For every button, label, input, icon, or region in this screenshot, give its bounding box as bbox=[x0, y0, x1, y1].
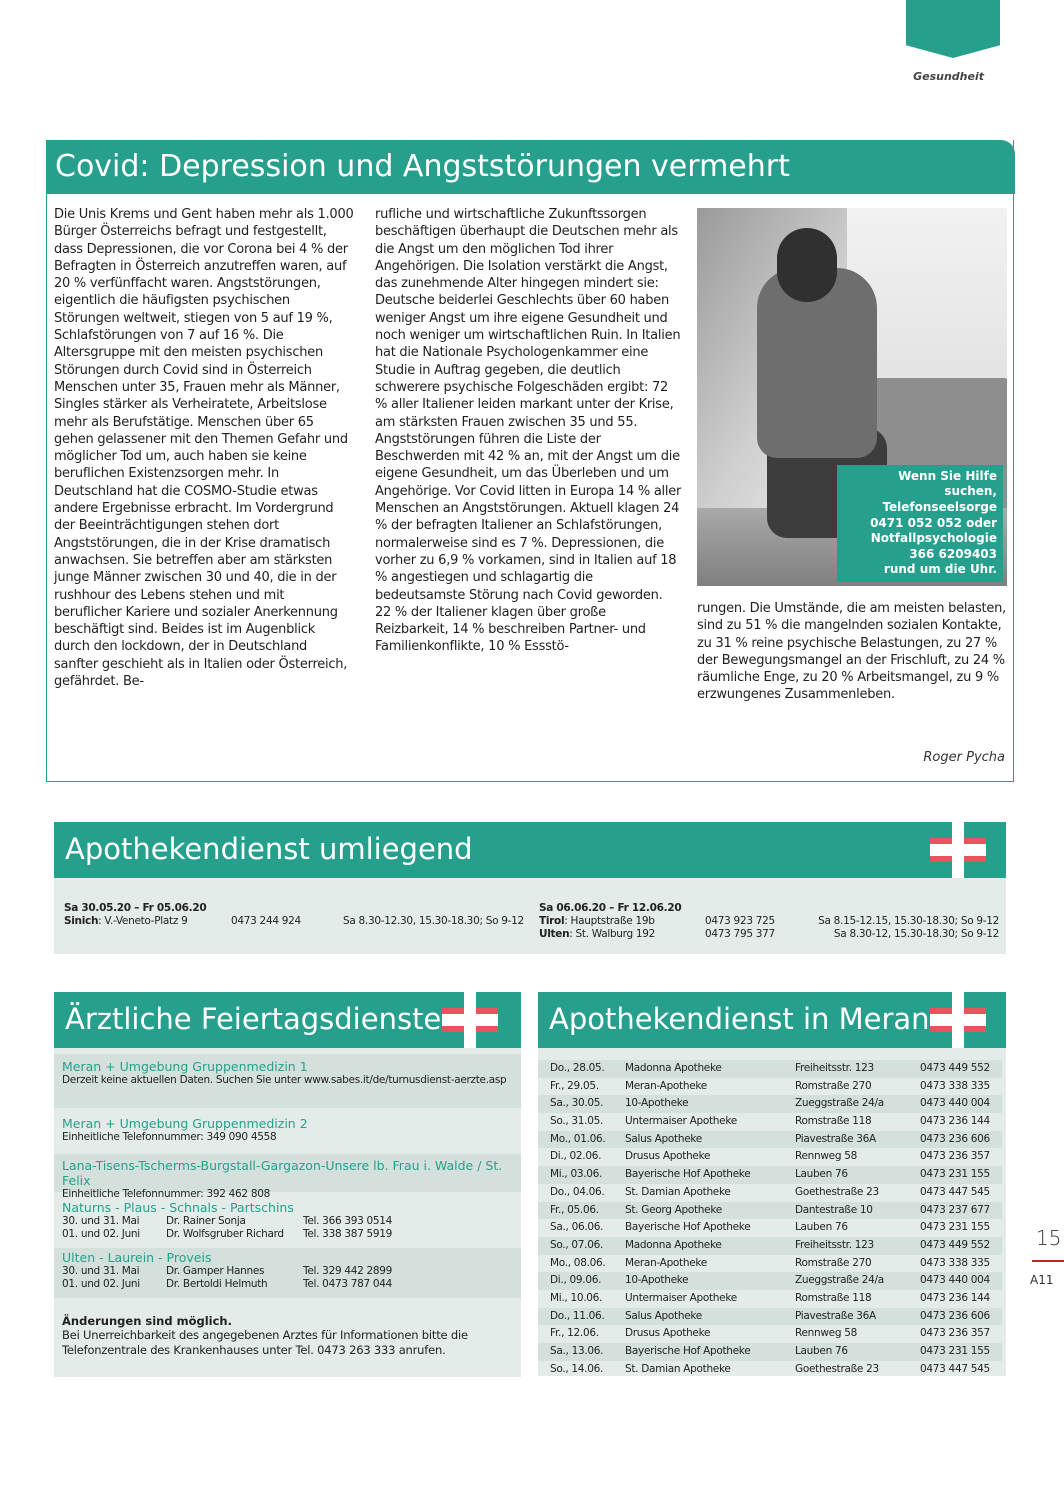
cell-date: Mi., 10.06. bbox=[550, 1291, 603, 1304]
table-row bbox=[538, 1272, 1002, 1290]
cell-date: Di., 09.06. bbox=[550, 1274, 602, 1287]
cell-phone: 0473 236 606 bbox=[920, 1132, 990, 1145]
pharmacy-meran-cross-icon bbox=[930, 992, 986, 1048]
table-row bbox=[538, 1131, 1002, 1149]
cell-date: Fr., 29.05. bbox=[550, 1079, 599, 1092]
article-author: Roger Pycha bbox=[923, 750, 1005, 765]
cell-street: Romstraße 118 bbox=[795, 1115, 872, 1128]
table-row bbox=[538, 1148, 1002, 1166]
table-row bbox=[538, 1255, 1002, 1273]
pharmacy-meran-title: Apothekendienst in Meran bbox=[538, 992, 1006, 1048]
cell-name: Bayerische Hof Apotheke bbox=[625, 1221, 751, 1234]
cell-phone: 0473 237 677 bbox=[920, 1203, 990, 1216]
table-row bbox=[538, 1343, 1002, 1361]
cell-date: So., 07.06. bbox=[550, 1238, 604, 1251]
cell-date: Do., 11.06. bbox=[550, 1309, 605, 1322]
section-label: Gesundheit bbox=[913, 70, 984, 83]
article-column-1: Die Unis Krems und Gent haben mehr als 1.000 Bürger Österreichs befragt und festgestellt, dass Depressionen, die vor Corona bei 4 % der Befragten in Österreich anzutreffen waren, auf 20 % verfünffacht waren. Angststörungen, eigentlich die häufigsten psychischen Störungen weltweit, stiegen von 5 auf 19 %, Schlafstörungen von 7 auf 16 %. Die Altersgruppe mit den meisten psychischen Störungen durch Covid sind in Österreich Menschen unter 35, Frauen mehr als Männer, Singles stärker als Verheiratete, Arbeitslose mehr als Berufstätige. Menschen über 65 gehen gelassener mit den Themen Gefahr und möglicher Tod um, auch haben sie keine beruflichen Existenzsorgen mehr. In Deutschland hat die COSMO-Studie etwas andere Ergebnisse erbracht. Im Vordergrund der Beeinträchtigungen stehen dort Angststörungen, die in der Krise dramatisch anwachsen. Sie betreffen aber am stärksten junge Männer zwischen 30 und 40, die in der rushhour des Lebens stehen und mit beruflicher Kariere und sozialer Anerkennung beschäftigt sind. Beides ist im Augenblick durch den lockdown, der in Deutschland sanfter geschieht als in Italien oder Österreich, gefährdet. Be- bbox=[54, 207, 354, 690]
pharmacy-cross-icon bbox=[930, 822, 986, 878]
doctors-group-4: Naturns - Plaus - Schnals - Partschins 30. und 31. Mai Dr. Rainer Sonja Tel. 366 393 0514 01. und 02. Juni Dr. Wolfsgruber Richard Tel. 338 387 5919 bbox=[62, 1200, 393, 1240]
cell-street: Lauben 76 bbox=[795, 1345, 848, 1357]
doctors-title: Ärztliche Feiertagsdienste bbox=[54, 992, 521, 1048]
cell-date: Sa., 13.06. bbox=[550, 1345, 604, 1357]
cell-date: Fr., 05.06. bbox=[550, 1203, 599, 1216]
doctors-group-1: Meran + Umgebung Gruppenmedizin 1 Derzeit keine aktuellen Daten. Suchen Sie unter www.sabes.it/de/turnusdienst-aerzte.asp bbox=[54, 1054, 521, 1108]
cell-street: Zueggstraße 24/a bbox=[795, 1097, 884, 1110]
cell-phone: 0473 236 357 bbox=[920, 1150, 990, 1163]
photo-caption: Wenn Sie Hilfe suchen, Telefonseelsorge 0471 052 052 oder Notfallpsychologie 366 6209403 rund um die Uhr. bbox=[837, 465, 1003, 582]
article bbox=[46, 140, 1014, 782]
table-row bbox=[538, 1308, 1002, 1326]
article-title: Covid: Depression und Angststörungen vermehrt bbox=[47, 140, 1015, 194]
cell-street: Piavestraße 36A bbox=[795, 1132, 876, 1145]
table-row bbox=[538, 1060, 1002, 1078]
cell-date: Do., 28.05. bbox=[550, 1062, 605, 1074]
cell-street: Rennweg 58 bbox=[795, 1327, 858, 1340]
cell-street: Rennweg 58 bbox=[795, 1150, 858, 1163]
cell-name: Meran-Apotheke bbox=[625, 1256, 707, 1269]
table-row bbox=[538, 1078, 1002, 1096]
cell-date: So., 14.06. bbox=[550, 1362, 604, 1375]
cell-name: Meran-Apotheke bbox=[625, 1079, 707, 1092]
cell-street: Goethestraße 23 bbox=[795, 1362, 879, 1375]
pharmacy-nearby-box bbox=[54, 822, 1006, 954]
page-code: A11 bbox=[1030, 1273, 1054, 1287]
table-row bbox=[538, 1113, 1002, 1131]
cell-phone: 0473 440 004 bbox=[920, 1097, 990, 1110]
cell-street: Lauben 76 bbox=[795, 1221, 848, 1234]
cell-phone: 0473 447 545 bbox=[920, 1362, 990, 1375]
cell-phone: 0473 449 552 bbox=[920, 1062, 990, 1074]
cell-name: Bayerische Hof Apotheke bbox=[625, 1345, 751, 1357]
cell-name: Bayerische Hof Apotheke bbox=[625, 1168, 751, 1181]
cell-street: Goethestraße 23 bbox=[795, 1185, 879, 1198]
cell-name: Drusus Apotheke bbox=[625, 1150, 711, 1163]
cell-name: St. Damian Apotheke bbox=[625, 1362, 731, 1375]
table-row bbox=[538, 1290, 1002, 1308]
pharmacy-nearby-title: Apothekendienst umliegend bbox=[54, 822, 1006, 878]
doctors-box bbox=[54, 992, 521, 1377]
cell-name: Drusus Apotheke bbox=[625, 1327, 711, 1340]
doctors-cross-icon bbox=[442, 992, 498, 1048]
cell-street: Romstraße 270 bbox=[795, 1256, 872, 1269]
cell-phone: 0473 440 004 bbox=[920, 1274, 990, 1287]
table-row bbox=[538, 1202, 1002, 1220]
cell-phone: 0473 338 335 bbox=[920, 1256, 990, 1269]
cell-phone: 0473 338 335 bbox=[920, 1079, 990, 1092]
table-row bbox=[538, 1184, 1002, 1202]
cell-name: Madonna Apotheke bbox=[625, 1062, 722, 1074]
doctors-group-3: Lana-Tisens-Tscherms-Burgstall-Gargazon-Unsere lb. Frau i. Walde / St. Felix Einheitliche Telefonnummer: 392 462 808 bbox=[54, 1154, 521, 1192]
cell-street: Freiheitsstr. 123 bbox=[795, 1062, 874, 1074]
cell-date: Sa., 30.05. bbox=[550, 1097, 604, 1110]
cell-street: Dantestraße 10 bbox=[795, 1203, 873, 1216]
page-divider bbox=[1032, 1260, 1064, 1262]
table-row bbox=[538, 1361, 1002, 1379]
cell-street: Freiheitsstr. 123 bbox=[795, 1238, 874, 1251]
cell-name: Salus Apotheke bbox=[625, 1132, 702, 1145]
cell-phone: 0473 447 545 bbox=[920, 1185, 990, 1198]
cell-name: 10-Apotheke bbox=[625, 1274, 689, 1287]
cell-phone: 0473 236 144 bbox=[920, 1291, 990, 1304]
table-row bbox=[538, 1237, 1002, 1255]
cell-date: Mi., 03.06. bbox=[550, 1168, 603, 1181]
pharmacy-meran-box bbox=[538, 992, 1006, 1376]
table-row bbox=[538, 1219, 1002, 1237]
cell-date: Do., 04.06. bbox=[550, 1185, 605, 1198]
cell-phone: 0473 231 155 bbox=[920, 1221, 990, 1234]
section-tab bbox=[906, 0, 1000, 58]
cell-street: Romstraße 270 bbox=[795, 1079, 872, 1092]
table-row bbox=[538, 1166, 1002, 1184]
cell-name: Untermaiser Apotheke bbox=[625, 1115, 737, 1128]
cell-date: Mo., 08.06. bbox=[550, 1256, 606, 1269]
pharmacy-nearby-right: Sa 06.06.20 – Fr 12.06.20 Tirol: Hauptstraße 19b 0473 923 725 Sa 8.15-12.15, 15.30-18.30; So 9-12 Ulten: St. Walburg 192 0473 795 377 Sa 8.30-12, 15.30-18.30; So 9-12 bbox=[539, 902, 999, 940]
cell-name: 10-Apotheke bbox=[625, 1097, 689, 1110]
cell-street: Lauben 76 bbox=[795, 1168, 848, 1181]
cell-date: Mo., 01.06. bbox=[550, 1132, 606, 1145]
cell-phone: 0473 231 155 bbox=[920, 1168, 990, 1181]
cell-name: Untermaiser Apotheke bbox=[625, 1291, 737, 1304]
cell-name: St. Georg Apotheke bbox=[625, 1203, 722, 1216]
pharmacy-nearby-left: Sa 30.05.20 – Fr 05.06.20 Sinich: V.-Veneto-Platz 9 0473 244 924 Sa 8.30-12.30, 15.30-18.30; So 9-12 bbox=[64, 902, 524, 927]
cell-date: So., 31.05. bbox=[550, 1115, 604, 1128]
doctors-group-5: Ulten - Laurein - Proveis 30. und 31. Mai Dr. Gamper Hannes Tel. 329 442 2899 01. und 02. Juni Dr. Bertoldi Helmuth Tel. 0473 787 044 bbox=[54, 1248, 521, 1298]
cell-phone: 0473 449 552 bbox=[920, 1238, 990, 1251]
article-photo bbox=[697, 208, 1007, 586]
article-column-2: rufliche und wirtschaftliche Zukunftssorgen beschäftigen überhaupt die Deutschen mehr als die Angst um den möglichen Tod ihrer Angehörigen. Die Isolation verstärkt die Angst, das zunehmende Alter hingegen mindert sie: Deutsche beiderlei Geschlechts über 60 haben weniger Angst um ihre eigene Gesundheit und noch weniger um wirtschaftlichen Ruin. In Italien hat die Nationale Psychologenkammer eine Studie in Auftrag gegeben, die deutlich schwerere psychische Folgeschäden ergibt: 72 % aller Italiener leiden markant unter der Krise, am stärksten Frauen zwischen 35 und 55. Angststörungen führen die Liste der Beschwerden mit 42 % an, mit der Angst um die eigene Gesundheit, um das Überleben und um Angehörige. Vor Covid litten in Europa 14 % aller Menschen an Angststörungen. Aktuell klagen 24 % der befragten Italiener an Schlafstörungen, normalerweise sind es 7 %. Depressionen, die vorher zu 6,9 % vorkamen, sind in Italien auf 18 % angestiegen und schlagartig die bedeutsamste Störung nach Covid geworden. 22 % der Italiener klagen über große Reizbarkeit, 14 % beschreiben Partner- und Familienkonflikte, 10 % Essstö- bbox=[375, 207, 682, 655]
cell-name: St. Damian Apotheke bbox=[625, 1185, 731, 1198]
pharmacy-meran-table bbox=[538, 1060, 1002, 1378]
table-row bbox=[538, 1325, 1002, 1343]
cell-street: Romstraße 118 bbox=[795, 1291, 872, 1304]
cell-phone: 0473 236 606 bbox=[920, 1309, 990, 1322]
cell-phone: 0473 236 357 bbox=[920, 1327, 990, 1340]
cell-street: Piavestraße 36A bbox=[795, 1309, 876, 1322]
cell-phone: 0473 231 155 bbox=[920, 1345, 990, 1357]
cell-name: Madonna Apotheke bbox=[625, 1238, 722, 1251]
doctors-note: Änderungen sind möglich. Bei Unerreichbarkeit des angegebenen Arztes für Informationen bitte die Telefonzentrale des Krankenhauses unter Tel. 0473 263 333 anrufen. bbox=[62, 1314, 468, 1357]
cell-phone: 0473 236 144 bbox=[920, 1115, 990, 1128]
page-number: 15 bbox=[1036, 1226, 1062, 1250]
cell-street: Zueggstraße 24/a bbox=[795, 1274, 884, 1287]
cell-date: Di., 02.06. bbox=[550, 1150, 602, 1163]
cell-date: Fr., 12.06. bbox=[550, 1327, 599, 1340]
table-row bbox=[538, 1095, 1002, 1113]
cell-date: Sa., 06.06. bbox=[550, 1221, 604, 1234]
doctors-group-2: Meran + Umgebung Gruppenmedizin 2 Einheitliche Telefonnummer: 349 090 4558 bbox=[62, 1116, 308, 1143]
article-column-3: rungen. Die Umstände, die am meisten belasten, sind zu 51 % die mangelnden sozialen Kontakte, zu 31 % reine psychische Belastungen, zu 27 % der Bewegungsmangel an der Frischluft, zu 24 % räumliche Enge, zu 20 % Arbeitsmangel, zu 9 % erzwungenes Zusammenleben. bbox=[697, 601, 1006, 703]
cell-name: Salus Apotheke bbox=[625, 1309, 702, 1322]
